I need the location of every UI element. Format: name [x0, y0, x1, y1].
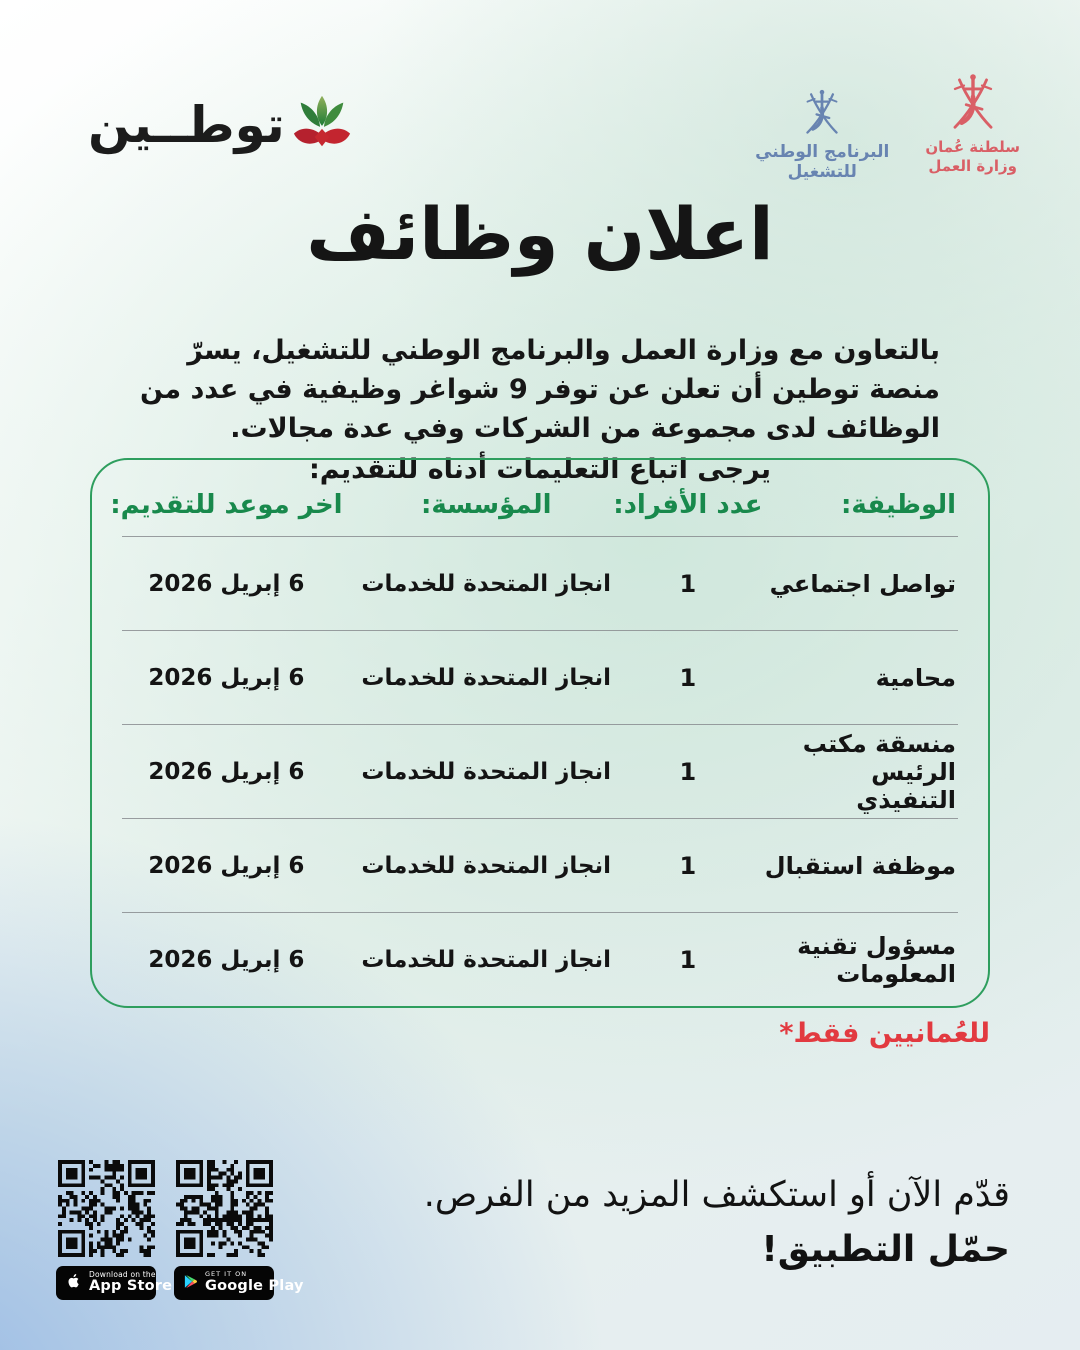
- badge-top-text: Download on the: [89, 1269, 156, 1279]
- google-play-column: [174, 1160, 304, 1300]
- row-divider: [122, 818, 958, 819]
- job-org: انجاز المتحدة للخدمات: [361, 758, 612, 785]
- row-divider: [122, 630, 958, 631]
- partner-logos: [755, 72, 1020, 183]
- oman-national-emblem-icon: [944, 72, 1002, 138]
- table-header-row: [92, 460, 988, 536]
- header-count: عدد الأفراد:: [613, 490, 763, 520]
- oman-national-emblem-icon: [799, 88, 845, 142]
- national-employment-program-logo: [755, 72, 889, 183]
- job-count: 1: [679, 569, 697, 598]
- intro-line1: بالتعاون مع وزارة العمل والبرنامج الوطني للتشغيل، يسرّ منصة توطين أن تعلن عن توفر 9 شواغر وظيفية في عدد من الوظائف لدى مجموعة من الشركات وفي عدة مجالات.: [140, 335, 940, 444]
- header-job: الوظيفة:: [841, 490, 956, 520]
- job-org: انجاز المتحدة للخدمات: [361, 946, 612, 973]
- nep-name-line1: البرنامج الوطني: [755, 142, 890, 162]
- job-title: محامية: [875, 663, 956, 692]
- badge-top-text: GET IT ON: [205, 1270, 248, 1279]
- row-divider: [122, 912, 958, 913]
- header-deadline: اخر موعد للتقديم:: [110, 490, 343, 520]
- page-title: اعلان وظائف: [306, 192, 774, 276]
- job-title: مسؤول تقنية المعلومات: [797, 931, 956, 988]
- ministry-name-line2: وزارة العمل: [928, 156, 1017, 175]
- badge-bottom-text: App Store: [89, 1278, 173, 1295]
- job-title: منسقة مكتب الرئيس التنفيذي: [802, 729, 956, 814]
- qr-code-app-store[interactable]: [58, 1160, 155, 1257]
- job-deadline: 6 إبريل 2026: [148, 758, 305, 785]
- job-org: انجاز المتحدة للخدمات: [361, 852, 612, 879]
- app-store-column: [56, 1160, 173, 1300]
- job-deadline: 6 إبريل 2026: [148, 852, 305, 879]
- google-play-triangle-icon: [183, 1273, 198, 1294]
- job-count: 1: [679, 945, 697, 974]
- cta-text: [424, 1168, 1010, 1278]
- app-download-section: [56, 1160, 304, 1300]
- tawteen-logo: [88, 92, 353, 158]
- job-count: 1: [679, 851, 697, 880]
- tawteen-flower-icon: [291, 92, 353, 158]
- row-divider: [122, 724, 958, 725]
- job-org: انجاز المتحدة للخدمات: [361, 570, 612, 597]
- job-deadline: 6 إبريل 2026: [148, 570, 305, 597]
- table-row: [92, 913, 988, 1006]
- table-row: [92, 819, 988, 912]
- apple-icon: [65, 1271, 82, 1295]
- cta-line1: قدّم الآن أو استكشف المزيد من الفرص.: [423, 1175, 1010, 1215]
- cta-line2: حمّل التطبيق!: [761, 1229, 1010, 1271]
- table-row: [92, 725, 988, 818]
- job-count: 1: [679, 663, 697, 692]
- qr-code-google-play[interactable]: [176, 1160, 273, 1257]
- job-title: تواصل اجتماعي: [769, 569, 956, 598]
- nep-name-line2: للتشغيل: [787, 162, 857, 183]
- tawteen-wordmark: توطــين: [88, 96, 285, 154]
- ministry-name-line1: سلطنة عُمان: [925, 138, 1020, 156]
- header-org: المؤسسة:: [420, 490, 552, 520]
- row-divider: [122, 536, 958, 537]
- intro-line2: يرجى اتباع التعليمات أدناه للتقديم:: [308, 453, 772, 485]
- ministry-of-labour-logo: [925, 72, 1020, 176]
- jobs-table: [90, 458, 990, 1008]
- job-deadline: 6 إبريل 2026: [148, 664, 305, 691]
- badge-bottom-text: Google Play: [205, 1277, 304, 1294]
- table-row: [92, 631, 988, 724]
- app-store-badge[interactable]: [56, 1266, 173, 1300]
- table-row: [92, 537, 988, 630]
- google-play-badge[interactable]: [174, 1266, 304, 1300]
- job-deadline: 6 إبريل 2026: [148, 946, 305, 973]
- job-org: انجاز المتحدة للخدمات: [361, 664, 612, 691]
- omanis-only-note: للعُمانيين فقط*: [779, 1018, 990, 1049]
- job-title: موظفة استقبال: [764, 851, 956, 880]
- job-count: 1: [679, 757, 697, 786]
